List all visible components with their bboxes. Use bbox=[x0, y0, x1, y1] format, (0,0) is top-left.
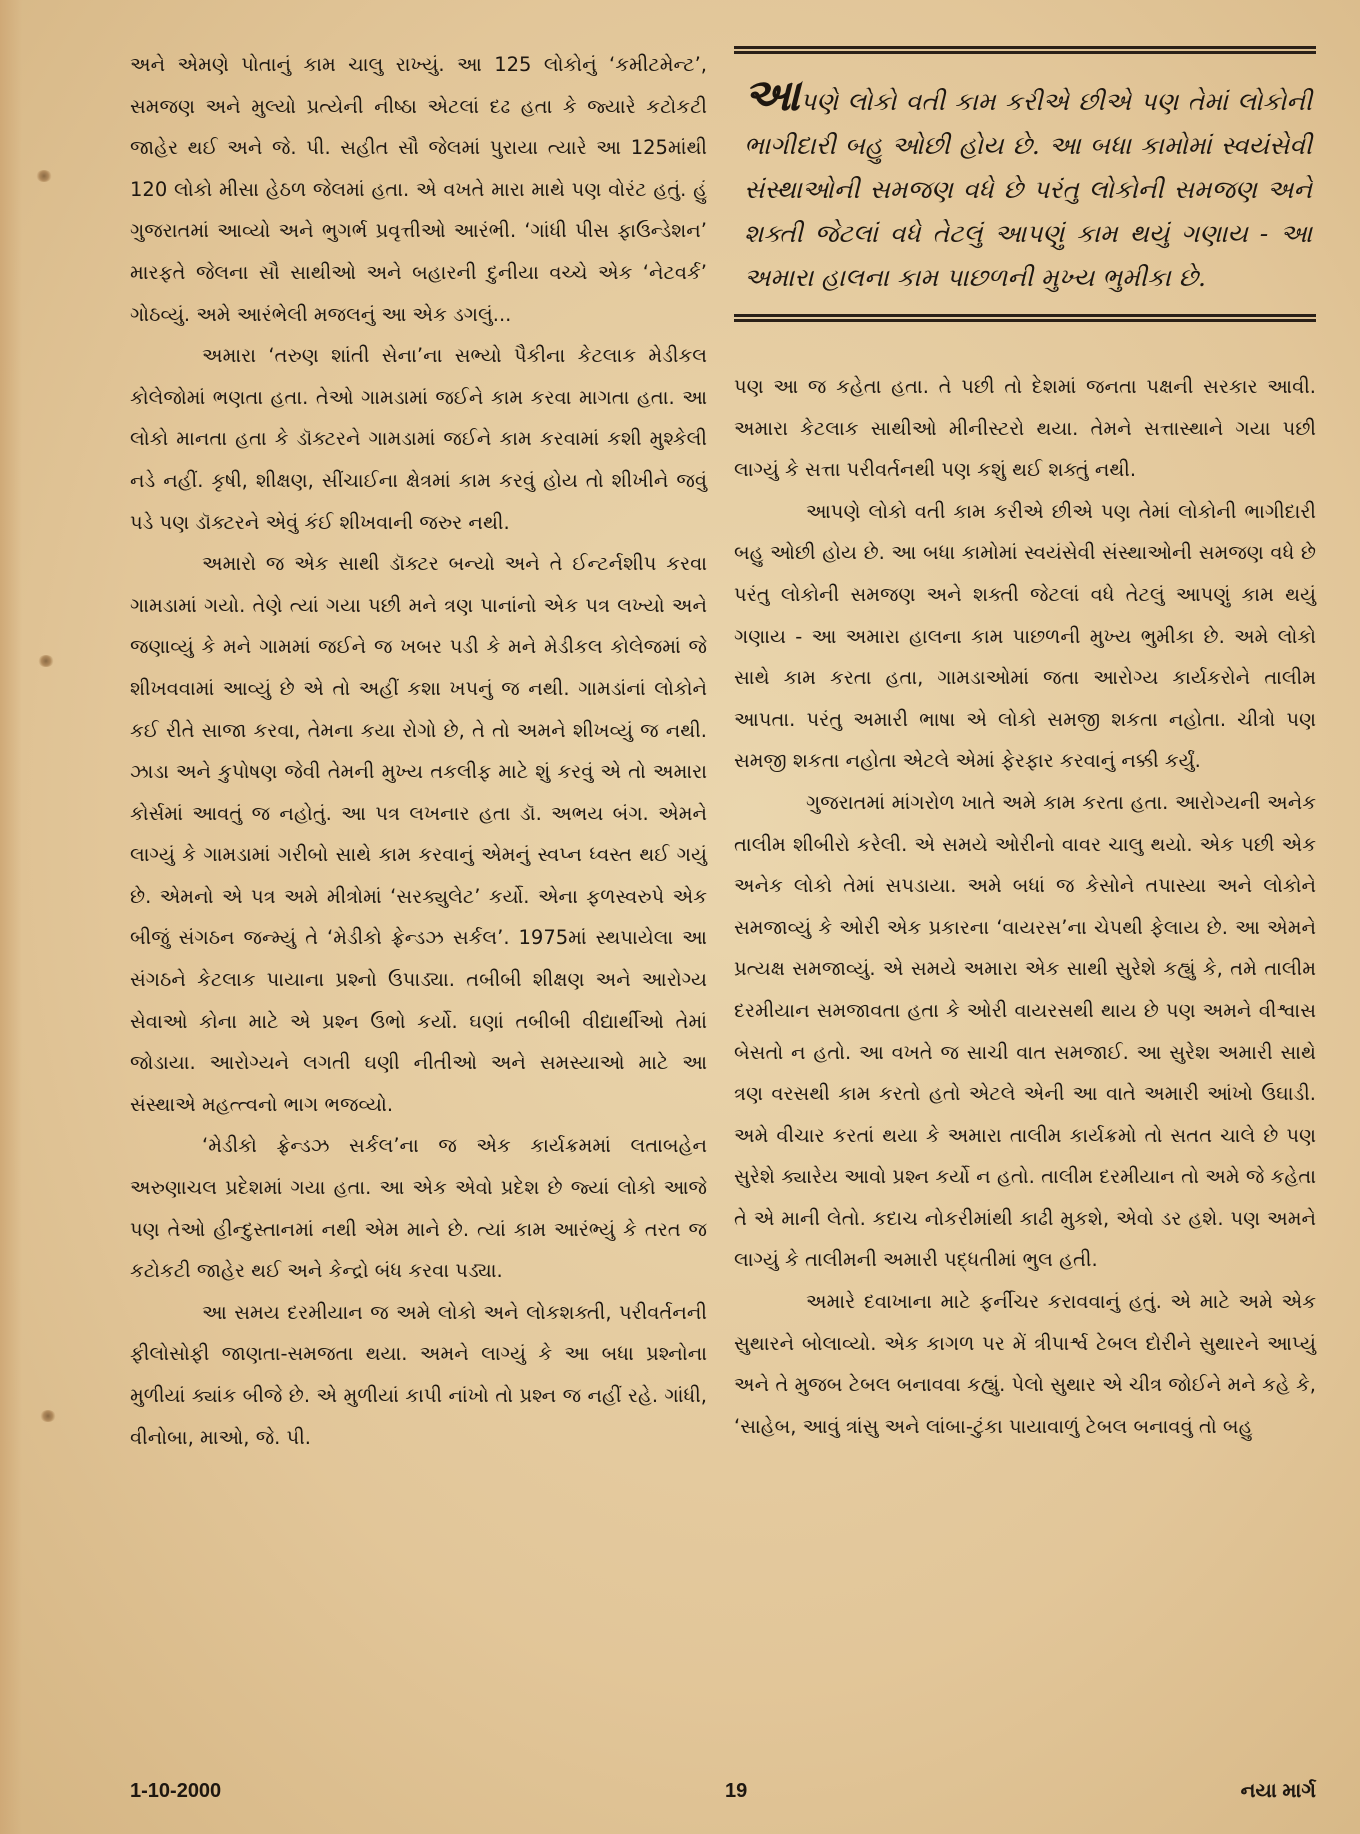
paragraph: આપણે લોકો વતી કામ કરીએ છીએ પણ તેમાં લોકોની ભાગીદારી બહુ ઓછી હોય છે. આ બધા કામોમાં સ્વયંસેવી સંસ્થાઓની સમજણ વધે છે પરંતુ લોકોની સમજણ અને શક્તી જેટલાં વધે તેટલું આપણું કામ થયું ગણાય - આ અમારા હાલના કામ પાછળની મુખ્ય ભુમીકા છે. અમે લોકો સાથે કામ કરતા હતા, ગામડાઓમાં જતા આરોગ્ય કાર્યકરોને તાલીમ આપતા. પરંતુ અમારી ભાષા એ લોકો સમજી શકતા નહોતા. ચીત્રો પણ સમજી શકતા નહોતા એટલે એમાં ફેરફાર કરવાનું નક્કી કર્યું. bbox=[734, 499, 1316, 773]
paragraph: અને એમણે પોતાનું કામ ચાલુ રાખ્યું. આ 125 લોકોનું ‘કમીટમેન્ટ’, સમજણ અને મુલ્યો પ્રત્યેની નીષ્ઠા એટલાં દઢ હતા કે જ્યારે કટોકટી જાહેર થઈ અને જે. પી. સહીત સૌ જેલમાં પુરાયા ત્યારે આ 125માંથી 120 લોકો મીસા હેઠળ જેલમાં હતા. એ વખતે મારા માથે પણ વોરંટ હતું. હું ગુજરાતમાં આવ્યો અને ભુગર્ભ પ્રવૃત્તીઓ આરંભી. ‘ગાંધી પીસ ફાઉન્ડેશન’ મારફતે જેલના સૌ સાથીઓ અને બહારની દુનીયા વચ્ચે એક ‘નેટવર્ક’ ગોઠવ્યું. અમે આરંભેલી મજલનું આ એક ડગલું... bbox=[130, 53, 707, 326]
paragraph: પણ આ જ કહેતા હતા. તે પછી તો દેશમાં જનતા પક્ષની સરકાર આવી. અમારા કેટલાક સાથીઓ મીનીસ્ટરો થયા. તેમને સત્તાસ્થાને ગયા પછી લાગ્યું કે સત્તા પરીવર્તનથી પણ કશું થઈ શક્તું નથી. bbox=[734, 375, 1316, 482]
paragraph: અમારા ‘તરુણ શાંતી સેના’ના સભ્યો પૈકીના કેટલાક મેડીકલ કોલેજોમાં ભણતા હતા. તેઓ ગામડામાં જઈને કામ કરવા માગતા હતા. આ લોકો માનતા હતા કે ડૉક્ટરને ગામડામાં જઈને કામ કરવામાં કશી મુશ્કેલી નડે નહીં. કૃષી, શીક્ષણ, સીંચાઈના ક્ષેત્રમાં કામ કરવું હોય તો શીખીને જવું પડે પણ ડૉક્ટરને એવું કંઈ શીખવાની જરુર નથી. bbox=[130, 344, 707, 534]
paragraph: ગુજરાતમાં માંગરોળ ખાતે અમે કામ કરતા હતા. આરોગ્યની અનેક તાલીમ શીબીરો કરેલી. એ સમયે ઓરીનો વાવર ચાલુ થયો. એક પછી એક અનેક લોકો તેમાં સપડાયા. અમે બધાં જ કેસોને તપાસ્યા અને લોકોને સમજાવ્યું કે ઓરી એક પ્રકારના ‘વાયરસ’ના ચેપથી ફેલાય છે. આ એમને પ્રત્યક્ષ સમજાવ્યું. એ સમયે અમારા એક સાથી સુરેશે કહ્યું કે, તમે તાલીમ દરમીયાન સમજાવતા હતા કે ઓરી વાયરસથી થાય છે પણ અમને વીશ્વાસ બેસતો ન હતો. આ વખતે જ સાચી વાત સમજાઈ. આ સુરેશ અમારી સાથે ત્રણ વરસથી કામ કરતો હતો એટલે એની આ વાતે અમારી આંખો ઉઘાડી. અમે વીચાર કરતાં થયા કે અમારા તાલીમ કાર્યક્રમો તો સતત ચાલે છે પણ સુરેશે ક્યારેય આવો પ્રશ્ન કર્યો ન હતો. તાલીમ દરમીયાન તો અમે જે કહેતા તે એ માની લેતો. કદાચ નોકરીમાંથી કાઢી મુકશે, એવો ડર હશે. પણ અમને લાગ્યું કે તાલીમની અમારી પદ્ધતીમાં ભુલ હતી. bbox=[734, 790, 1316, 1272]
staple-hole bbox=[36, 170, 52, 182]
staple-hole bbox=[40, 1410, 56, 1422]
left-column bbox=[130, 44, 707, 1458]
paragraph: અમારે દવાખાના માટે ફર્નીચર કરાવવાનું હતું. એ માટે અમે એક સુથારને બોલાવ્યો. એક કાગળ પર મેં ત્રીપાર્શ્વ ટેબલ દોરીને સુથારને આપ્યું અને તે મુજબ ટેબલ બનાવવા કહ્યું. પેલો સુથાર એ ચીત્ર જોઈને મને કહે કે, ‘સાહેબ, આવું ત્રાંસુ અને લાંબા-ટુંકા પાયાવાળું ટેબલ બનાવવું તો બહુ bbox=[734, 1290, 1316, 1438]
staple-hole bbox=[38, 655, 54, 667]
page-footer bbox=[130, 1780, 1316, 1810]
pullquote-text: પણે લોકો વતી કામ કરીએ છીએ પણ તેમાં લોકોની ભાગીદારી બહુ ઓછી હોય છે. આ બધા કામોમાં સ્વયંસેવી સંસ્થાઓની સમજણ વધે છે પરંતુ લોકોની સમજણ અને શક્તી જેટલાં વધે તેટલું આપણું કામ થયું ગણાય - આ અમારા હાલના કામ પાછળની મુખ્ય ભુમીકા છે. bbox=[744, 87, 1312, 292]
drop-cap: આ bbox=[744, 70, 800, 121]
paragraph: અમારો જ એક સાથી ડૉક્ટર બન્યો અને તે ઈન્ટર્નશીપ કરવા ગામડામાં ગયો. તેણે ત્યાં ગયા પછી મને ત્રણ પાનાંનો એક પત્ર લખ્યો અને જણાવ્યું કે મને ગામમાં જઈને જ ખબર પડી કે મને મેડીકલ કોલેજમાં જે શીખવવામાં આવ્યું છે એ તો અહીં કશા ખપનું જ નથી. ગામડાંનાં લોકોને કઈ રીતે સાજા કરવા, તેમના કયા રોગો છે, તે તો અમને શીખવ્યું જ નથી. ઝાડા અને કુપોષણ જેવી તેમની મુખ્ય તકલીફ માટે શું કરવું એ તો અમારા કોર્સમાં આવતું જ નહોતું. આ પત્ર લખનાર હતા ડૉ. અભય બંગ. એમને લાગ્યું કે ગામડામાં ગરીબો સાથે કામ કરવાનું એમનું સ્વપ્ન ધ્વસ્ત થઈ ગયું છે. એમનો એ પત્ર અમે મીત્રોમાં ‘સરક્યુલેટ’ કર્યો. એના ફળસ્વરુપે એક બીજું સંગઠન જન્મ્યું તે ‘મેડીકો ફ્રેન્ડઝ સર્કલ’. 1975માં સ્થપાયેલા આ સંગઠને કેટલાક પાયાના પ્રશ્નો ઉપાડ્યા. તબીબી શીક્ષણ અને આરોગ્ય સેવાઓ કોના માટે એ પ્રશ્ન ઉભો કર્યો. ઘણાં તબીબી વીદ્યાર્થીઓ તેમાં જોડાયા. આરોગ્યને લગતી ઘણી નીતીઓ અને સમસ્યાઓ માટે આ સંસ્થાએ મહત્ત્વનો ભાગ ભજવ્યો. bbox=[130, 552, 707, 1116]
pullquote-wrapper bbox=[734, 46, 1316, 354]
paragraph: આ સમય દરમીયાન જ અમે લોકો અને લોકશક્તી, પરીવર્તનની ફીલોસોફી જાણતા-સમજતા થયા. અમને લાગ્યું કે આ બધા પ્રશ્નોના મુળીયાં ક્યાંક બીજે છે. એ મુળીયાં કાપી નાંખો તો પ્રશ્ન જ નહીં રહે. ગાંધી, વીનોબા, માઓ, જે. પી. bbox=[130, 1300, 707, 1449]
pullquote bbox=[734, 46, 1316, 322]
paragraph: ‘મેડીકો ફ્રેન્ડઝ સર્કલ’ના જ એક કાર્યક્રમમાં લતાબહેન અરુણાચલ પ્રદેશમાં ગયા હતા. આ એક એવો પ્રદેશ છે જ્યાં લોકો આજે પણ તેઓ હીન્દુસ્તાનમાં નથી એમ માને છે. ત્યાં કામ આરંભ્યું કે તરત જ કટોકટી જાહેર થઈ અને કેન્દ્રો બંધ કરવા પડ્યા. bbox=[130, 1134, 707, 1283]
right-column bbox=[734, 44, 1316, 1447]
page-number: 19 bbox=[725, 1780, 748, 1802]
issue-date: 1-10-2000 bbox=[130, 1780, 222, 1802]
torn-edge bbox=[0, 0, 22, 1834]
magazine-name: નયા માર્ગ bbox=[1240, 1780, 1316, 1802]
